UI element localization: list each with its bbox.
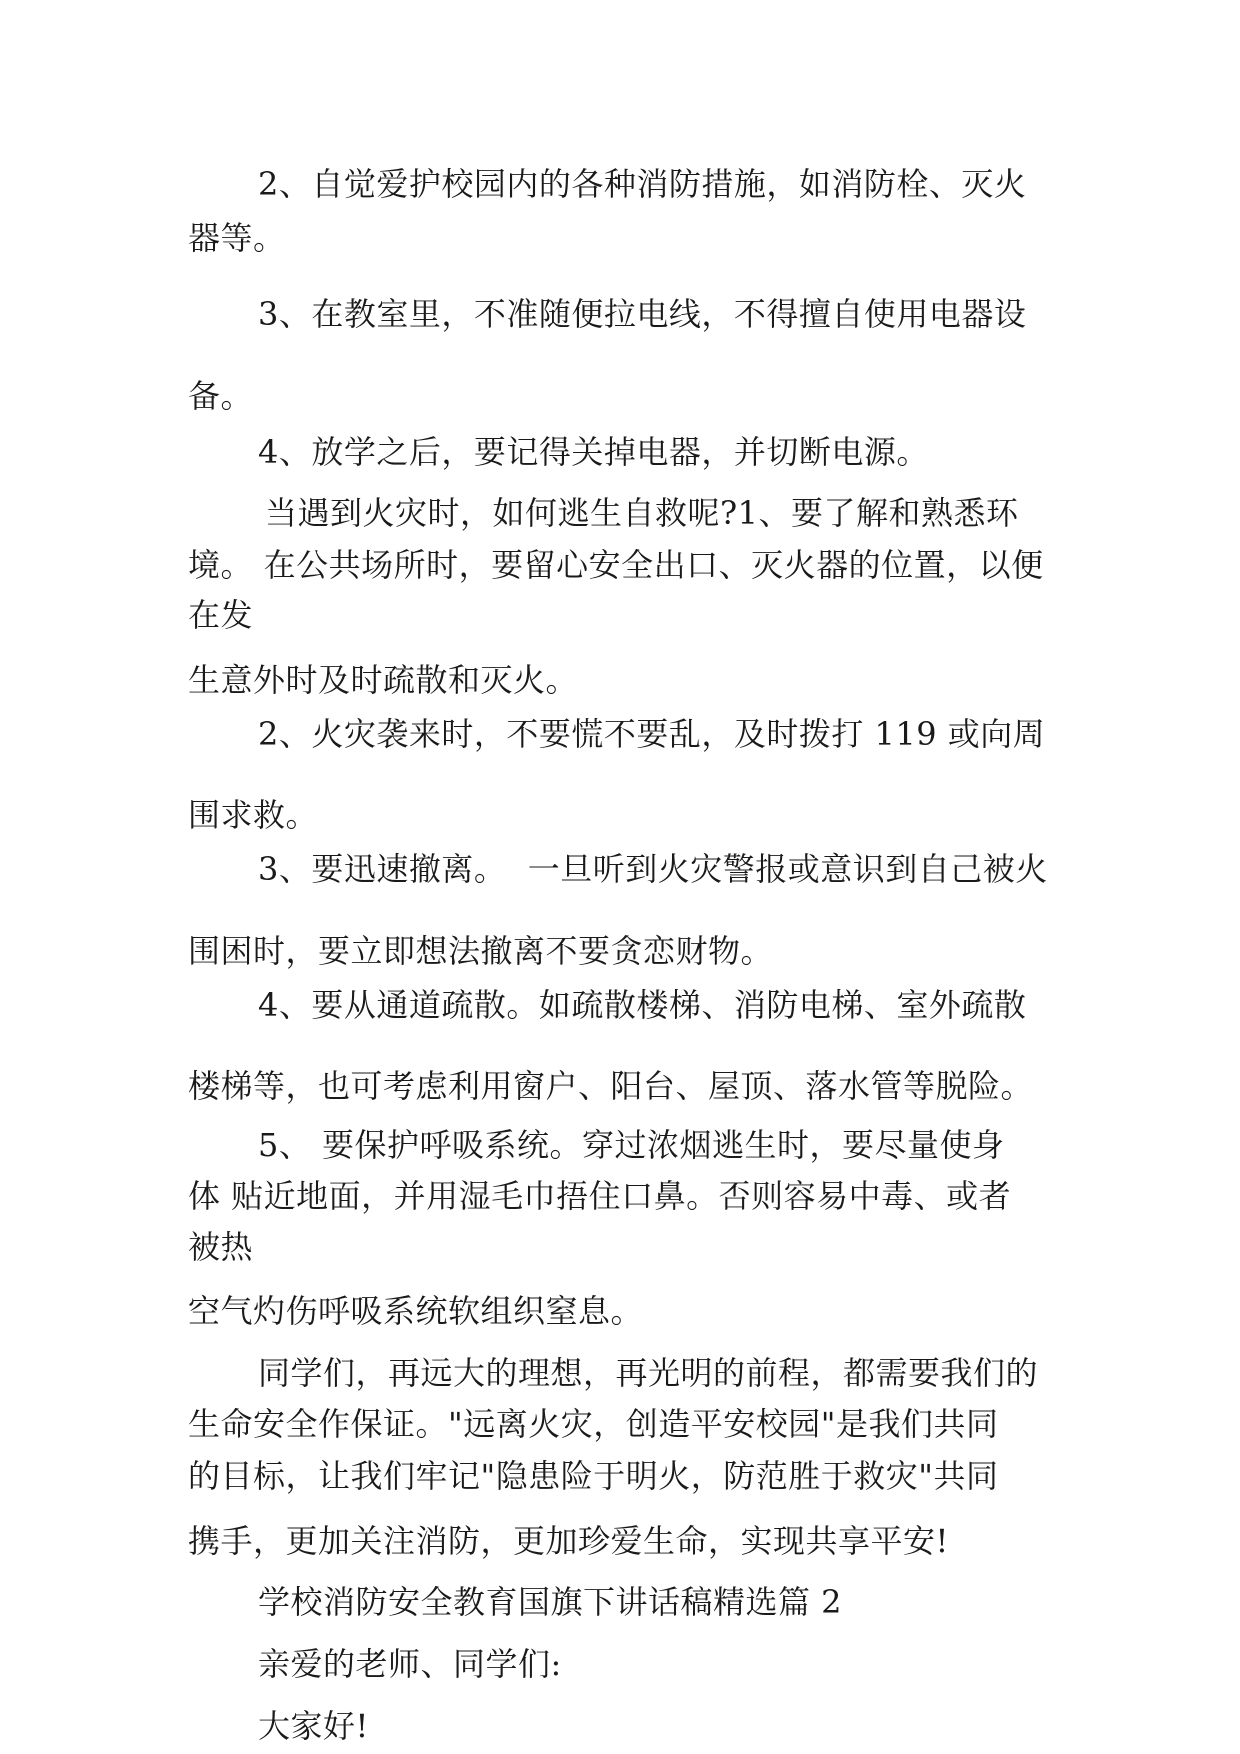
paragraph-line: 2、火灾袭来时，不要慌不要乱，及时拨打 119 或向周 [258,715,1046,753]
paragraph-line: 2、自觉爱护校园内的各种消防措施，如消防栓、灭火 [258,165,1027,203]
paragraph-line: 围困时，要立即想法撤离不要贪恋财物。 [188,932,774,970]
paragraph-line: 楼梯等，也可考虑利用窗户、阳台、屋顶、落水管等脱险。 [188,1067,1034,1105]
section-heading: 学校消防安全教育国旗下讲话稿精选篇 2 [258,1583,843,1621]
paragraph-line: 生命安全作保证。"远离火灾，创造平安校园"是我们共同 [188,1405,999,1443]
paragraph-line: 携手，更加关注消防，更加珍爱生命，实现共享平安! [188,1522,949,1560]
paragraph-line: 被热 [188,1228,254,1266]
paragraph-line: 的目标，让我们牢记"隐患险于明火，防范胜于救灾"共同 [188,1457,999,1495]
paragraph-line: 3、在教室里，不准随便拉电线，不得擅自使用电器设 [258,295,1027,333]
paragraph-line: 备。 [188,377,254,415]
paragraph-line: 4、放学之后，要记得关掉电器，并切断电源。 [258,433,929,471]
paragraph-line: 空气灼伤呼吸系统软组织窒息。 [188,1292,644,1330]
paragraph-line: 5、 要保护呼吸系统。穿过浓烟逃生时，要尽量使身 [258,1126,1005,1164]
greeting: 大家好! [258,1707,369,1745]
paragraph-line: 境。 在公共场所时，要留心安全出口、灭火器的位置，以便 [188,546,1044,584]
paragraph-line: 体 贴近地面，并用湿毛巾捂住口鼻。否则容易中毒、或者 [188,1177,1012,1215]
paragraph-line: 器等。 [188,219,286,257]
salutation: 亲爱的老师、同学们: [258,1645,562,1683]
paragraph-line: 在发 [188,596,254,634]
paragraph-line: 生意外时及时疏散和灭火。 [188,661,579,699]
paragraph-line: 同学们，再远大的理想，再光明的前程，都需要我们的 [258,1354,1039,1392]
paragraph-line: 当遇到火灾时，如何逃生自救呢?1、要了解和熟悉环 [265,494,1019,532]
paragraph-line: 3、要迅速撤离。 一旦听到火灾警报或意识到自己被火 [258,850,1048,888]
paragraph-line: 4、要从通道疏散。如疏散楼梯、消防电梯、室外疏散 [258,986,1027,1024]
paragraph-line: 围求救。 [188,796,319,834]
